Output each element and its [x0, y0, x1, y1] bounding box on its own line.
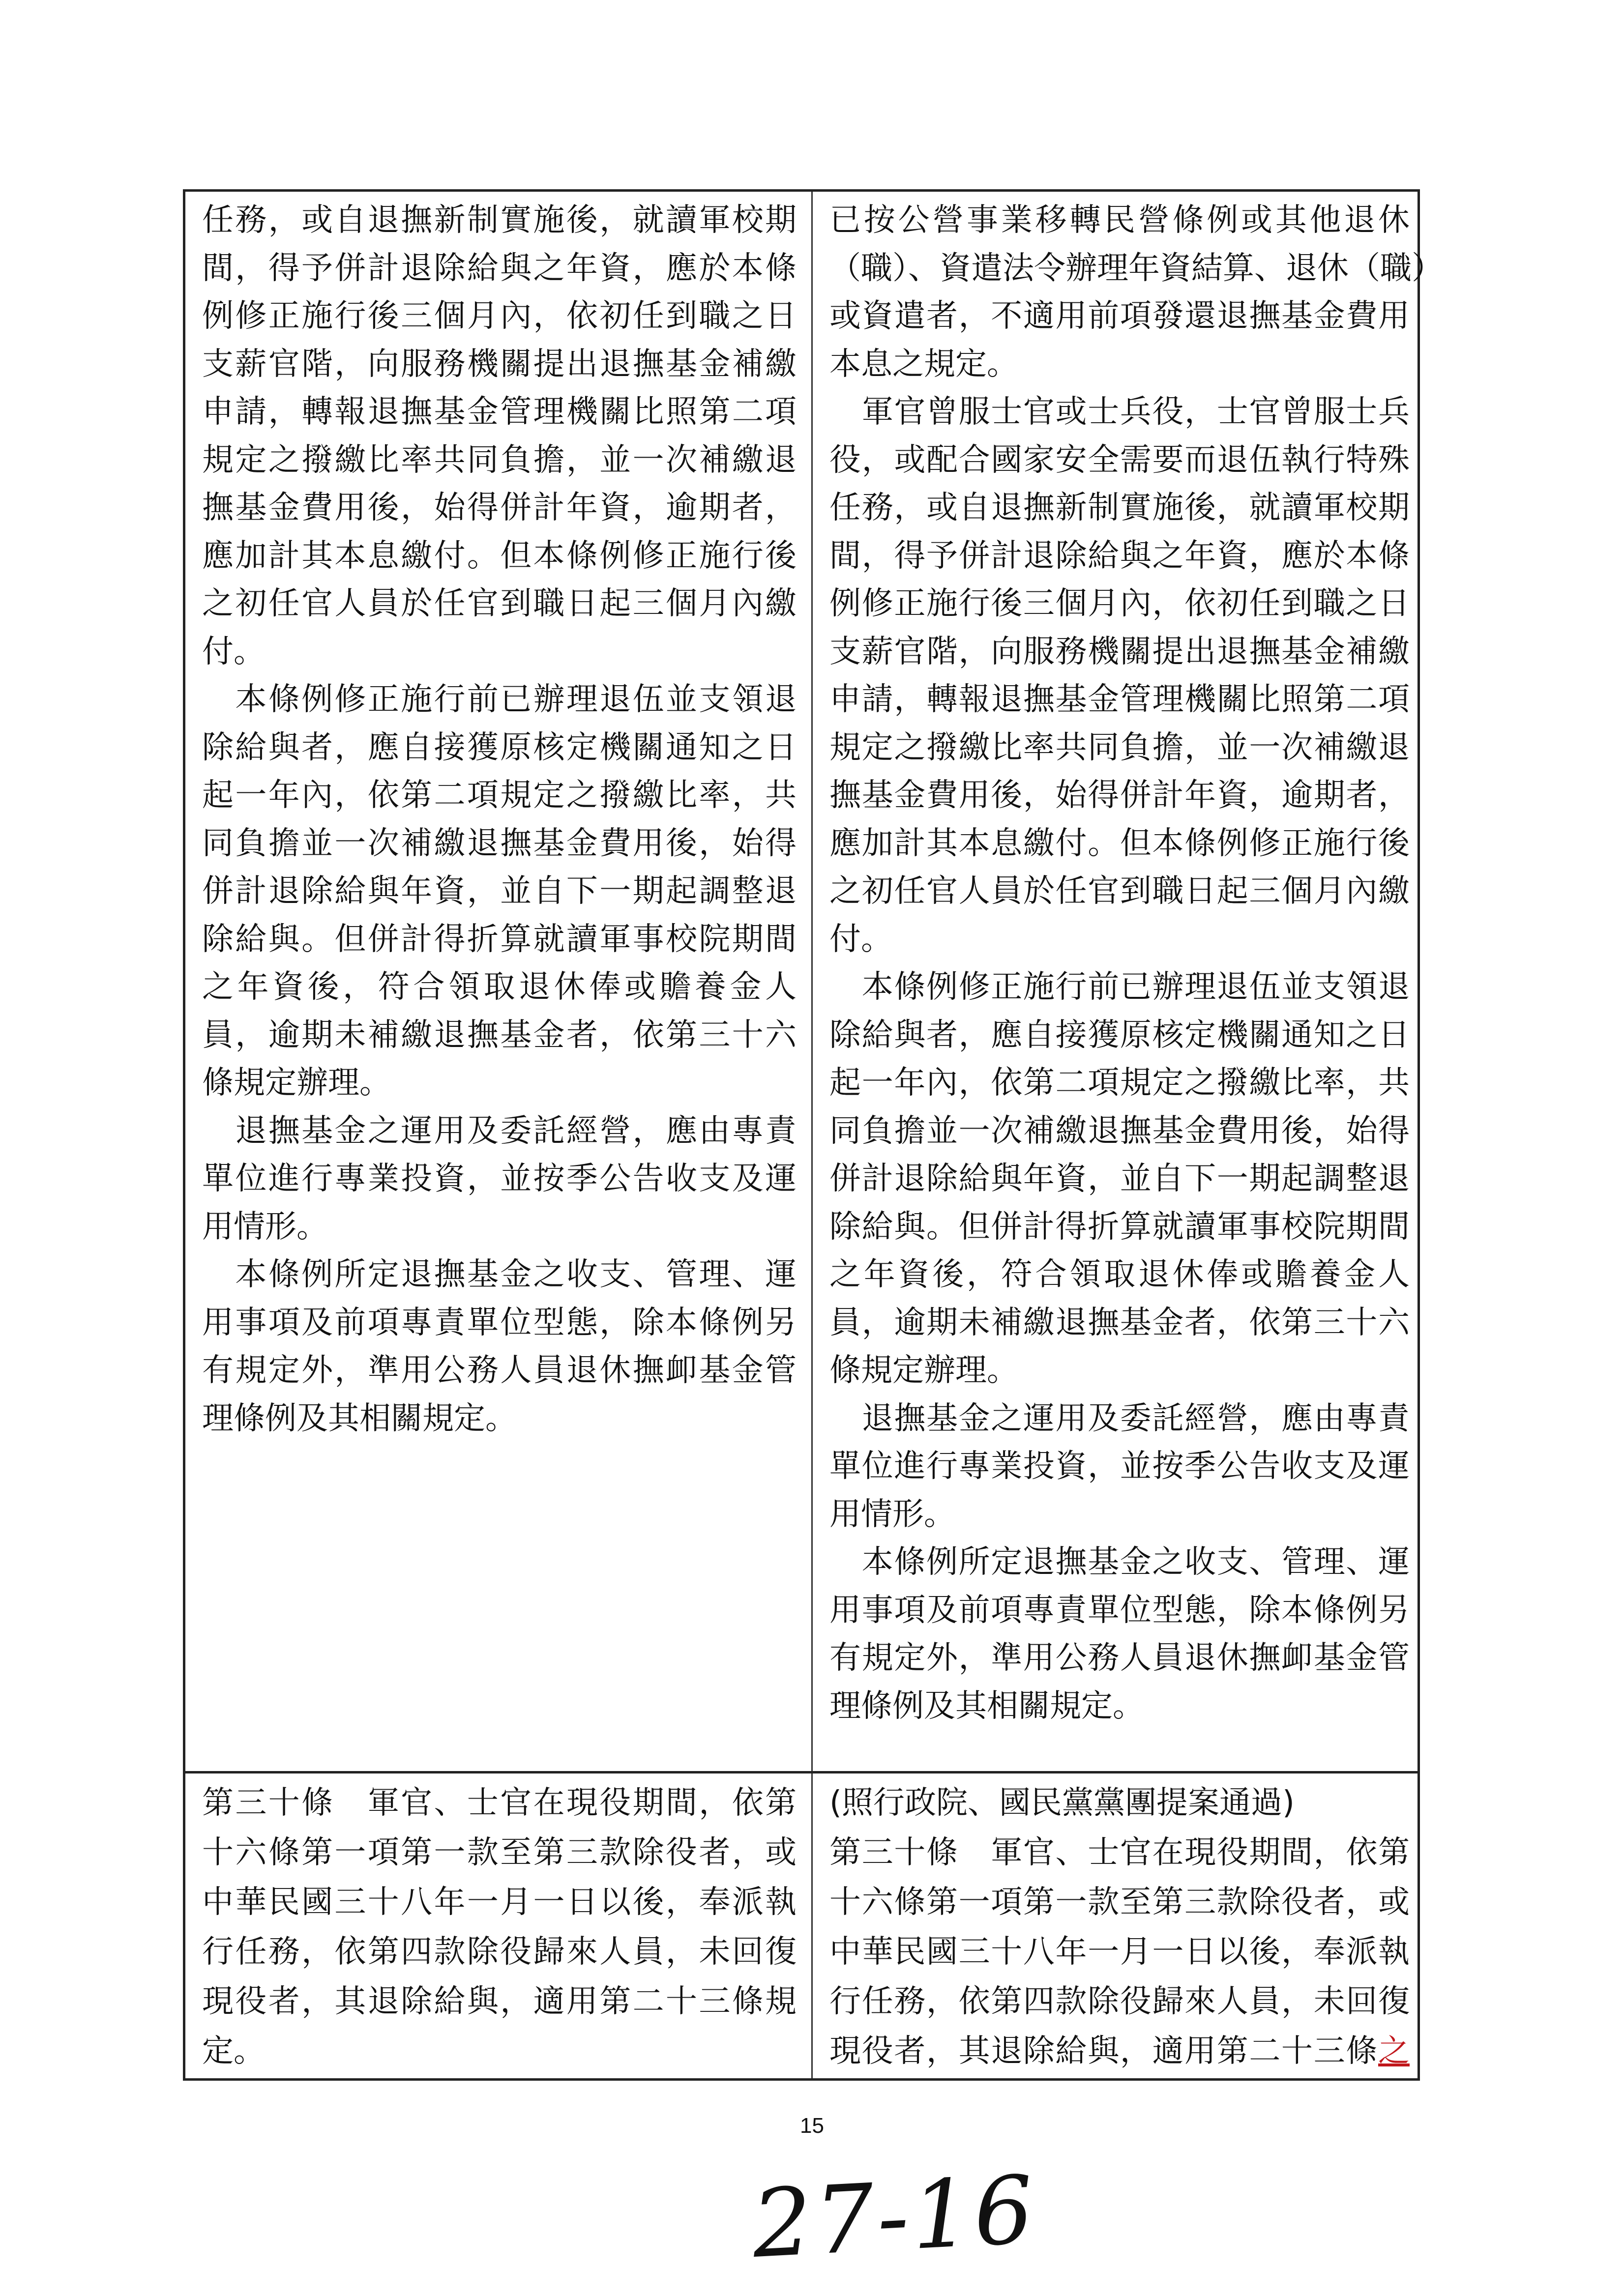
- text-line: [829, 1634, 1410, 1683]
- text-line-content: 有規定外，準用公務人員退休撫卹基金管: [829, 1640, 1410, 1676]
- text-line-content: 除給與。但併計得折算就讀軍事校院期間: [829, 1208, 1410, 1245]
- text-line-content: 例修正施行後三個月內，依初任到職之日: [829, 585, 1410, 622]
- text-line-content: (照行政院、國民黨黨團提案通過): [829, 1785, 1295, 1821]
- text-line-content: 軍官曾服士官或士兵役，士官曾服士兵: [829, 394, 1410, 430]
- text-line: [202, 724, 797, 772]
- text-line: [202, 628, 797, 676]
- text-line: [202, 1012, 797, 1060]
- text-line-content: 十六條第一項第一款至第三款除役者，或: [829, 1884, 1410, 1920]
- text-line-content: 或資遣者，不適用前項發還退撫基金費用: [829, 298, 1410, 334]
- text-line-content: 退撫基金之運用及委託經營，應由專責: [202, 1112, 797, 1149]
- text-line-content: 員，逾期未補繳退撫基金者，依第三十六: [829, 1304, 1410, 1341]
- text-line-content: 起一年內，依第二項規定之撥繳比率，共: [202, 777, 797, 814]
- text-line: [829, 1395, 1410, 1443]
- text-line-content: 間，得予併計退除給與之年資，應於本條: [202, 250, 797, 287]
- text-line: [829, 388, 1410, 436]
- text-line: [829, 292, 1410, 341]
- text-line: [829, 724, 1410, 772]
- text-line-content: 申請，轉報退撫基金管理機關比照第二項: [202, 394, 797, 430]
- text-line-content: 本條例所定退撫基金之收支、管理、運: [829, 1544, 1410, 1580]
- right-cell: [811, 192, 1444, 1771]
- text-line-content: 條規定辦理。: [202, 1065, 391, 1101]
- text-line: [829, 1155, 1410, 1203]
- text-line-content: 間，得予併計退除給與之年資，應於本條: [829, 537, 1410, 574]
- text-line-content: 中華民國三十八年一月一日以後，奉派執: [202, 1884, 797, 1920]
- text-line-content: 任務，或自退撫新制實施後，就讀軍校期: [829, 490, 1410, 526]
- text-line: [202, 772, 797, 820]
- text-line: [829, 1927, 1410, 1977]
- text-line: [829, 197, 1410, 245]
- text-line: [829, 676, 1410, 724]
- text-line-content: 十六條第一項第一款至第三款除役者，或: [202, 1834, 797, 1871]
- text-line-content: 中華民國三十八年一月一日以後，奉派執: [829, 1934, 1410, 1970]
- text-line-content: 單位進行專業投資，並按季公告收支及運: [829, 1448, 1410, 1484]
- text-line-content: 例修正施行後三個月內，依初任到職之日: [202, 298, 797, 334]
- text-line: [829, 436, 1410, 485]
- text-line: [202, 1977, 797, 2027]
- text-line-content: 之年資後，符合領取退休俸或贍養金人: [202, 969, 797, 1005]
- text-line-content: 申請，轉報退撫基金管理機關比照第二項: [829, 681, 1410, 718]
- text-line-content: 用事項及前項專責單位型態，除本條例另: [202, 1304, 797, 1341]
- text-line: [829, 1059, 1410, 1107]
- text-line-content: 本條例修正施行前已辦理退伍並支領退: [829, 969, 1410, 1005]
- text-line: [829, 1977, 1410, 2027]
- text-line-content: 有規定外，準用公務人員退休撫卹基金管: [202, 1352, 797, 1389]
- text-line-content: 撫基金費用後，始得併計年資，逾期者，: [829, 777, 1410, 814]
- text-line: [202, 341, 797, 389]
- text-line-content: 本息之規定。: [829, 346, 1019, 382]
- text-line: [829, 1683, 1410, 1731]
- text-line-content: 第三十條 軍官、士官在現役期間，依第: [202, 1785, 797, 1821]
- text-line-content: 行任務，依第四款除役歸來人員，未回復: [829, 1983, 1410, 2020]
- text-line-content: 併計退除給與年資，並自下一期起調整退: [829, 1161, 1410, 1197]
- left-cell: [185, 1773, 811, 2078]
- text-line-content: 付。: [829, 921, 893, 958]
- text-line: [829, 772, 1410, 820]
- text-line: [202, 1107, 797, 1156]
- text-line: [202, 1059, 797, 1107]
- text-line: [829, 2027, 1410, 2076]
- text-line-content: 現役者，其退除給與，適用第二十三條規: [202, 1983, 797, 2020]
- text-line-content: 除給與者，應自接獲原核定機關通知之日: [829, 1017, 1410, 1053]
- text-line: [202, 245, 797, 293]
- text-line: [202, 1778, 797, 1828]
- text-line-content: 同負擔並一次補繳退撫基金費用後，始得: [829, 1112, 1410, 1149]
- text-line: [829, 1299, 1410, 1347]
- text-line: [829, 245, 1444, 293]
- text-line-content: 付。: [202, 633, 265, 670]
- text-line: [202, 963, 797, 1012]
- text-line: [829, 1778, 1410, 1828]
- text-line: [829, 1539, 1410, 1587]
- text-line: [202, 1203, 797, 1251]
- text-line: [202, 436, 797, 485]
- text-line: [202, 388, 797, 436]
- text-line-content: 任務，或自退撫新制實施後，就讀軍校期: [202, 202, 797, 238]
- text-line: [202, 1251, 797, 1299]
- text-line-content: 現役者，其退除給與，適用第二十三條: [829, 2033, 1378, 2069]
- text-line: [829, 532, 1410, 581]
- table-row: [185, 1771, 1417, 2078]
- text-line-content: 用情形。: [202, 1208, 328, 1245]
- text-line-content: 規定之撥繳比率共同負擔，並一次補繳退: [202, 441, 797, 478]
- text-line-content: 第三十條 軍官、士官在現役期間，依第: [829, 1834, 1410, 1871]
- handwritten-note: 27-16: [749, 2155, 1039, 2279]
- text-line-content: 之初任官人員於任官到職日起三個月內繳: [202, 585, 797, 622]
- text-line-content: 除給與。但併計得折算就讀軍事校院期間: [202, 921, 797, 958]
- text-line-content: 撫基金費用後，始得併計年資，逾期者，: [202, 490, 797, 526]
- text-line: [202, 1299, 797, 1347]
- text-line: [829, 963, 1410, 1012]
- page-number: 15: [800, 2114, 824, 2138]
- text-line: [829, 1203, 1410, 1251]
- table-row: [185, 192, 1444, 1771]
- text-line: [202, 1927, 797, 1977]
- text-line: [202, 1878, 797, 1927]
- text-line: [202, 868, 797, 916]
- right-cell: [811, 1773, 1417, 2078]
- text-line: [202, 1155, 797, 1203]
- text-line-content: 本條例修正施行前已辦理退伍並支領退: [202, 681, 797, 718]
- text-line-content: 之年資後，符合領取退休俸或贍養金人: [829, 1256, 1410, 1293]
- text-line: [202, 820, 797, 868]
- text-line: [829, 1587, 1410, 1635]
- text-line: [829, 484, 1410, 532]
- text-line-content: 支薪官階，向服務機關提出退撫基金補繳: [829, 633, 1410, 670]
- text-line-content: 定。: [202, 2033, 265, 2069]
- text-line-content: 理條例及其相關規定。: [202, 1400, 517, 1437]
- text-line-content: 單位進行專業投資，並按季公告收支及運: [202, 1161, 797, 1197]
- text-line: [829, 820, 1410, 868]
- text-line-content: （職）、資遣法令辦理年資結算、退休（職）: [829, 250, 1444, 287]
- text-line: [829, 341, 1410, 389]
- text-line-content: 支薪官階，向服務機關提出退撫基金補繳: [202, 346, 797, 382]
- text-line: [202, 1347, 797, 1395]
- text-line-content: 除給與者，應自接獲原核定機關通知之日: [202, 729, 797, 766]
- text-line-content: 用事項及前項專責單位型態，除本條例另: [829, 1592, 1410, 1628]
- text-line: [202, 676, 797, 724]
- text-line: [829, 916, 1410, 964]
- text-line: [829, 868, 1410, 916]
- text-line: [202, 916, 797, 964]
- text-line: [829, 1347, 1410, 1395]
- inserted-text: 之: [1378, 2033, 1410, 2069]
- text-line-content: 應加計其本息繳付。但本條例修正施行後: [829, 825, 1410, 862]
- text-line-content: 併計退除給與年資，並自下一期起調整退: [202, 873, 797, 909]
- text-line-content: 理條例及其相關規定。: [829, 1687, 1145, 1724]
- text-line: [202, 484, 797, 532]
- text-line: [202, 1395, 797, 1443]
- text-line-content: 應加計其本息繳付。但本條例修正施行後: [202, 537, 797, 574]
- text-line: [202, 2027, 797, 2076]
- text-line-content: 已按公營事業移轉民營條例或其他退休: [829, 202, 1410, 238]
- text-line-content: 條規定辦理。: [829, 1352, 1019, 1389]
- text-line-content: 員，逾期未補繳退撫基金者，依第三十六: [202, 1017, 797, 1053]
- text-line-content: 役，或配合國家安全需要而退伍執行特殊: [829, 441, 1410, 478]
- text-line: [829, 1828, 1410, 1878]
- text-line: [829, 1251, 1410, 1299]
- text-line-content: 之初任官人員於任官到職日起三個月內繳: [829, 873, 1410, 909]
- text-line: [829, 580, 1410, 628]
- text-line: [829, 628, 1410, 676]
- text-line-content: 行任務，依第四款除役歸來人員，未回復: [202, 1934, 797, 1970]
- text-line: [829, 1012, 1410, 1060]
- text-line: [829, 1107, 1410, 1156]
- text-line: [829, 1491, 1410, 1539]
- text-line-content: 用情形。: [829, 1496, 956, 1533]
- text-line-content: 同負擔並一次補繳退撫基金費用後，始得: [202, 825, 797, 862]
- text-line: [829, 1878, 1410, 1927]
- text-line-content: 本條例所定退撫基金之收支、管理、運: [202, 1256, 797, 1293]
- text-line: [202, 197, 797, 245]
- text-line: [202, 1828, 797, 1878]
- comparison-table: [183, 189, 1444, 2081]
- text-line-content: 起一年內，依第二項規定之撥繳比率，共: [829, 1065, 1410, 1101]
- text-line: [202, 292, 797, 341]
- left-cell: [185, 192, 811, 1771]
- text-line-content: 退撫基金之運用及委託經營，應由專責: [829, 1400, 1410, 1437]
- text-line-content: 規定之撥繳比率共同負擔，並一次補繳退: [829, 729, 1410, 766]
- text-line: [202, 532, 797, 581]
- text-line: [829, 1443, 1410, 1491]
- text-line: [202, 580, 797, 628]
